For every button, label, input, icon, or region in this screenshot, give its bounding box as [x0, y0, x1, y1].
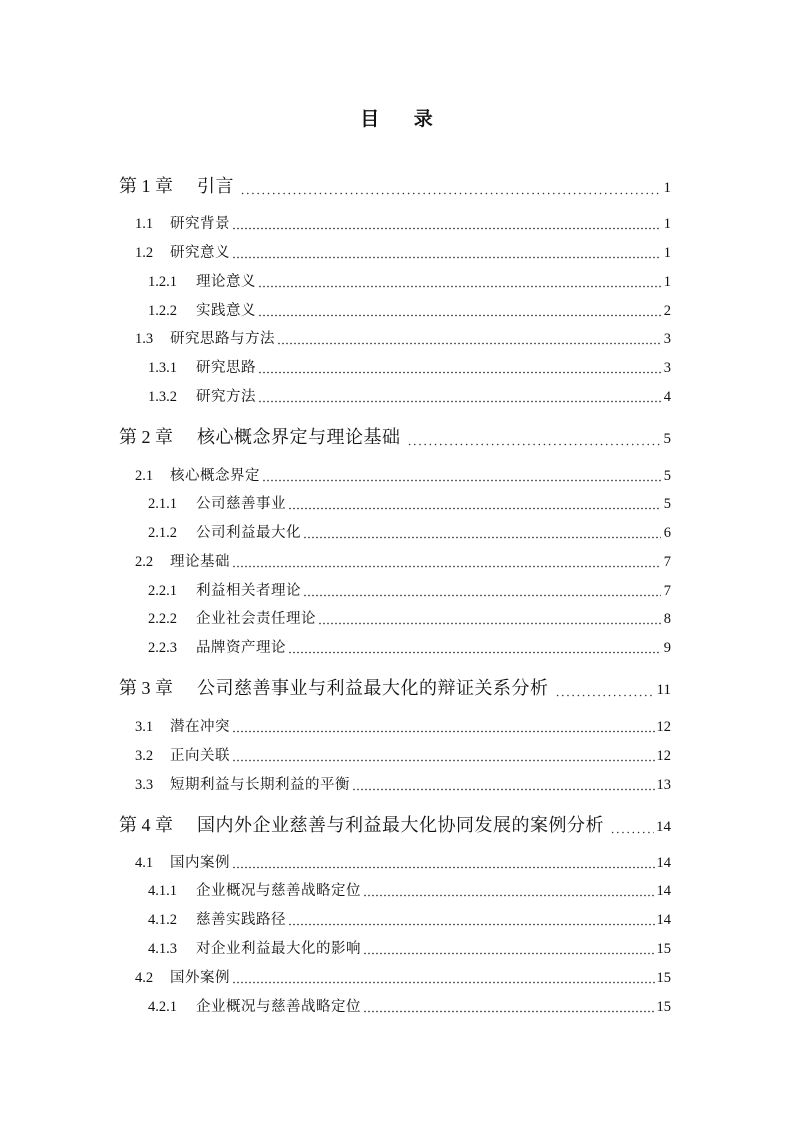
toc-entry[interactable]	[135, 966, 671, 987]
toc-entry-page: 5	[663, 496, 671, 512]
toc-entry-title: 研究意义	[170, 245, 230, 261]
dot-leader	[352, 777, 655, 792]
dot-leader	[240, 177, 661, 195]
dot-leader	[258, 274, 661, 289]
toc-entry-number: 3.3	[135, 777, 154, 793]
toc-entry-title: 短期利益与长期利益的平衡	[170, 777, 350, 793]
toc-entry-page: 14	[656, 883, 671, 899]
toc-entry-number: 4.1	[135, 855, 154, 871]
dot-leader	[232, 719, 655, 734]
toc-entry[interactable]	[135, 744, 671, 765]
dot-leader	[363, 999, 655, 1014]
toc-entry-title: 核心概念界定	[170, 468, 260, 484]
toc-entry[interactable]	[148, 579, 671, 600]
toc-entry-title: 核心概念界定与理论基础	[197, 427, 401, 448]
toc-entry-number: 2.1.2	[148, 525, 177, 541]
dot-leader	[232, 748, 655, 763]
toc-entry-page: 9	[663, 640, 671, 656]
dot-leader	[232, 554, 661, 569]
toc-entry-title: 公司利益最大化	[196, 525, 301, 541]
toc-entry-page: 1	[663, 274, 671, 290]
toc-entry-number: 2.1.1	[148, 496, 177, 512]
toc-entry-number: 3.2	[135, 748, 154, 764]
toc-entry-title: 实践意义	[196, 303, 256, 319]
dot-leader	[232, 245, 661, 260]
toc-entry-title: 品牌资产理论	[196, 640, 286, 656]
dot-leader	[277, 331, 661, 346]
toc-entry-page: 13	[656, 777, 671, 793]
toc-entry[interactable]	[135, 550, 671, 571]
toc-entry[interactable]	[135, 327, 671, 348]
toc-entry[interactable]	[148, 607, 671, 628]
toc-entry[interactable]	[135, 715, 671, 736]
toc-entry-title: 国内外企业慈善与利益最大化协同发展的案例分析	[197, 815, 604, 836]
toc-entry-title: 理论基础	[170, 554, 230, 570]
toc-entry-number: 4.1.3	[148, 941, 177, 957]
toc-entry-page: 7	[663, 583, 671, 599]
dot-leader	[363, 883, 655, 898]
toc-entry-number: 2.2	[135, 554, 154, 570]
dot-leader	[555, 679, 655, 697]
toc-entry-number: 第 4 章	[119, 815, 173, 835]
toc-entry-page: 7	[663, 554, 671, 570]
toc-entry-number: 第 2 章	[119, 427, 173, 447]
toc-entry-number: 1.1	[135, 216, 154, 232]
toc-entry-page: 14	[656, 819, 671, 835]
dot-leader	[262, 468, 661, 483]
toc-entry-title: 公司慈善事业	[196, 496, 286, 512]
toc-entry[interactable]	[148, 937, 671, 958]
toc-entry-number: 第 1 章	[119, 176, 173, 196]
toc-entry-page: 15	[656, 999, 671, 1015]
dot-leader	[610, 816, 654, 834]
toc-entry-title: 研究思路与方法	[170, 331, 275, 347]
toc-entry-page: 3	[663, 331, 671, 347]
toc-entry[interactable]	[148, 995, 671, 1016]
toc-entry-page: 6	[663, 525, 671, 541]
dot-leader	[303, 583, 661, 598]
page-title: 目 录	[360, 108, 447, 130]
toc-entry-title: 研究背景	[170, 216, 230, 232]
toc-entry-number: 1.2.2	[148, 303, 177, 319]
toc-entry[interactable]	[148, 385, 671, 406]
toc-entry[interactable]	[119, 674, 671, 700]
toc-entry-number: 1.3.1	[148, 360, 177, 376]
dot-leader	[288, 496, 661, 511]
toc-entry-page: 11	[656, 682, 671, 698]
toc-entry[interactable]	[119, 172, 671, 198]
toc-entry[interactable]	[148, 299, 671, 320]
dot-leader	[407, 428, 662, 446]
toc-entry-title: 研究思路	[196, 360, 256, 376]
toc-entry-number: 第 3 章	[119, 678, 173, 698]
toc-entry-page: 1	[663, 216, 671, 232]
toc-entry-title: 慈善实践路径	[196, 912, 286, 928]
dot-leader	[288, 640, 661, 655]
dot-leader	[232, 855, 655, 870]
toc-entry-number: 3.1	[135, 719, 154, 735]
toc-entry-title: 企业概况与慈善战略定位	[196, 999, 361, 1015]
toc-entry-number: 1.3	[135, 331, 154, 347]
toc-entry-number: 2.2.2	[148, 611, 177, 627]
toc-entry-number: 2.2.3	[148, 640, 177, 656]
toc-entry-page: 14	[656, 855, 671, 871]
toc-entry-number: 4.2.1	[148, 999, 177, 1015]
dot-leader	[288, 912, 655, 927]
toc-entry-page: 5	[663, 431, 671, 447]
toc-entry-number: 2.1	[135, 468, 154, 484]
toc-entry-page: 3	[663, 360, 671, 376]
toc-entry[interactable]	[119, 811, 671, 837]
toc-entry[interactable]	[135, 464, 671, 485]
toc-entry-page: 15	[656, 941, 671, 957]
toc-entry-number: 1.2.1	[148, 274, 177, 290]
toc-entry[interactable]	[148, 521, 671, 542]
toc-entry-title: 研究方法	[196, 389, 256, 405]
toc-entry[interactable]	[148, 636, 671, 657]
toc-entry-page: 4	[663, 389, 671, 405]
toc-entry[interactable]	[148, 492, 671, 513]
toc-entry-page: 5	[663, 468, 671, 484]
toc-entry-title: 对企业利益最大化的影响	[196, 941, 361, 957]
toc-entry-number: 1.3.2	[148, 389, 177, 405]
dot-leader	[232, 216, 661, 231]
toc-entry[interactable]	[148, 879, 671, 900]
toc-entry-page: 12	[656, 748, 671, 764]
toc-entry-page: 12	[656, 719, 671, 735]
toc-entry-title: 正向关联	[170, 748, 230, 764]
toc-entry[interactable]	[148, 356, 671, 377]
toc-entry-page: 2	[663, 303, 671, 319]
toc-entry[interactable]	[135, 851, 671, 872]
toc-entry-page: 15	[656, 970, 671, 986]
dot-leader	[258, 360, 661, 375]
dot-leader	[258, 389, 661, 404]
toc-entry-title: 国内案例	[170, 855, 230, 871]
toc-entry[interactable]	[135, 773, 671, 794]
toc-entry-page: 8	[663, 611, 671, 627]
toc-entry-number: 4.1.2	[148, 912, 177, 928]
toc-entry-number: 2.2.1	[148, 583, 177, 599]
dot-leader	[363, 941, 655, 956]
toc-entry-page: 14	[656, 912, 671, 928]
toc-entry-page: 1	[663, 180, 671, 196]
toc-entry-title: 国外案例	[170, 970, 230, 986]
toc-entry-title: 企业社会责任理论	[196, 611, 316, 627]
toc-entry-title: 企业概况与慈善战略定位	[196, 883, 361, 899]
toc-entry[interactable]	[119, 423, 671, 449]
toc-entry-number: 1.2	[135, 245, 154, 261]
toc-entry-title: 潜在冲突	[170, 719, 230, 735]
dot-leader	[318, 611, 661, 626]
toc-entry-number: 4.2	[135, 970, 154, 986]
toc-entry[interactable]	[135, 212, 671, 233]
toc-entry-title: 公司慈善事业与利益最大化的辩证关系分析	[197, 678, 549, 699]
toc-entry-page: 1	[663, 245, 671, 261]
dot-leader	[232, 970, 655, 985]
toc-entry[interactable]	[135, 241, 671, 262]
toc-entry-number: 4.1.1	[148, 883, 177, 899]
toc-entry-title: 理论意义	[196, 274, 256, 290]
dot-leader	[258, 303, 661, 318]
toc-entry[interactable]	[148, 908, 671, 929]
dot-leader	[303, 525, 661, 540]
toc-entry-title: 引言	[197, 176, 234, 197]
toc-entry[interactable]	[148, 270, 671, 291]
toc-entry-title: 利益相关者理论	[196, 583, 301, 599]
